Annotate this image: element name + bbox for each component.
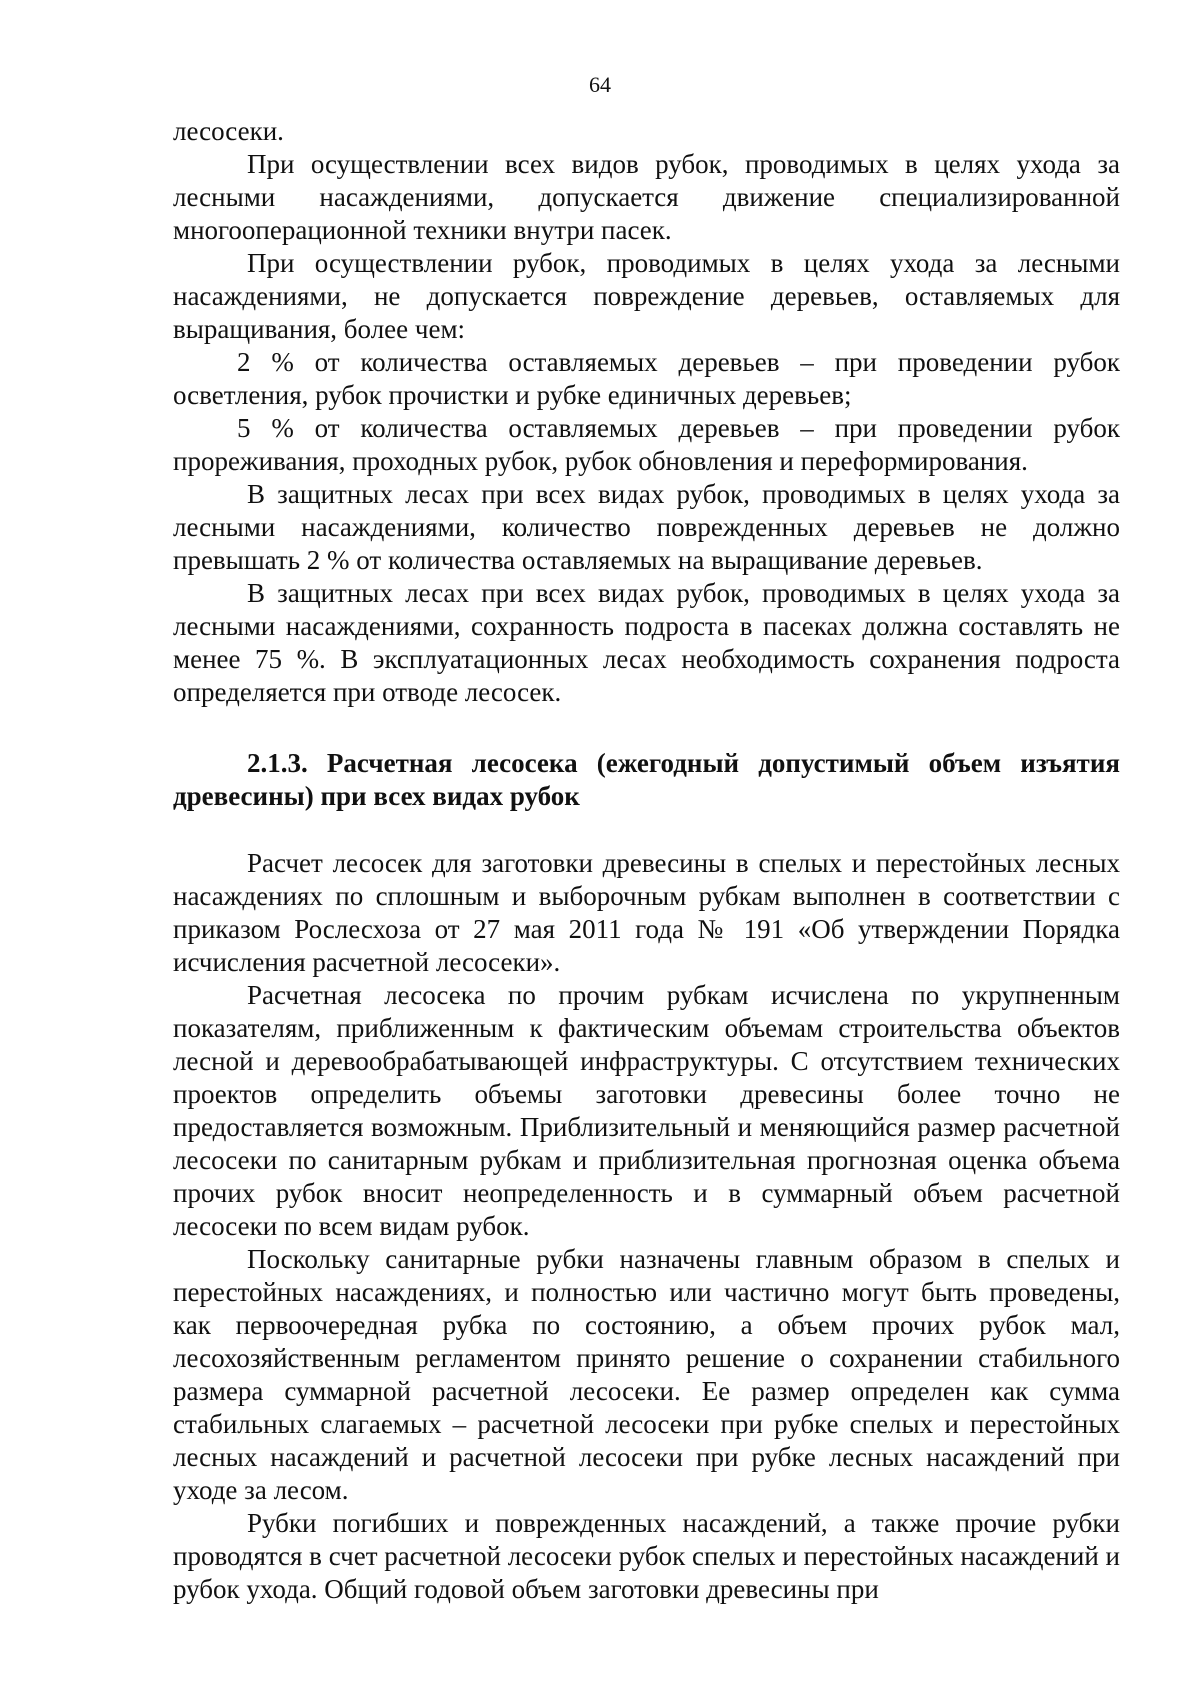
paragraph-calculation-basis: Расчет лесосек для заготовки древесины в спелых и перестойных лесных насаждениях по сплошным и выборочным рубкам выполнен в соответствии с приказом Рослесхоза от 27 мая 2011 года № 191 «Об утверждении Порядка исчисления расчетной лесосеки». [173, 848, 1120, 977]
paragraph-damaged-stands: Рубки погибших и поврежденных насаждений, а также прочие рубки проводятся в счет расчетной лесосеки рубок спелых и перестойных насаждений и рубок ухода. Общий годовой объем заготовки древесины при [173, 1508, 1120, 1604]
paragraph-machinery-movement: При осуществлении всех видов рубок, проводимых в целях ухода за лесными насаждениями, допускается движение специализированной многооперационной техники внутри пасек. [173, 149, 1120, 245]
section-heading: 2.1.3. Расчетная лесосека (ежегодный допустимый объем изъятия древесины) при всех видах рубок [173, 748, 1120, 811]
document-body [173, 115, 1120, 1606]
page-number: 64 [589, 72, 611, 97]
paragraph-continuation: лесосеки. [173, 116, 284, 146]
paragraph-protective-forests-damage: В защитных лесах при всех видах рубок, проводимых в целях ухода за лесными насаждениями, количество поврежденных деревьев не должно превышать 2 % от количества оставляемых на выращивание деревьев. [173, 479, 1120, 575]
list-item-2-percent: 2 % от количества оставляемых деревьев – при проведении рубок осветления, рубок прочистки и рубке единичных деревьев; [173, 347, 1120, 410]
list-item-5-percent: 5 % от количества оставляемых деревьев – при проведении рубок прореживания, проходных рубок, рубок обновления и переформирования. [173, 413, 1120, 476]
paragraph-damage-limits: При осуществлении рубок, проводимых в целях ухода за лесными насаждениями, не допускается повреждение деревьев, оставляемых для выращивания, более чем: [173, 248, 1120, 344]
paragraph-sanitary-cuttings: Поскольку санитарные рубки назначены главным образом в спелых и перестойных насаждениях, и полностью или частично могут быть проведены, как первоочередная рубка по состоянию, а объем прочих рубок мал, лесохозяйственным регламентом принято решение о сохранении стабильного размера суммарной расчетной лесосеки. Ее размер определен как сумма стабильных слагаемых – расчетной лесосеки при рубке спелых и перестойных лесных насаждений и расчетной лесосеки при рубке лесных насаждений при уходе за лесом. [173, 1244, 1120, 1505]
paragraph-undergrowth-preservation: В защитных лесах при всех видах рубок, проводимых в целях ухода за лесными насаждениями, сохранность подроста в пасеках должна составлять не менее 75 %. В эксплуатационных лесах необходимость сохранения подроста определяется при отводе лесосек. [173, 578, 1120, 707]
paragraph-other-cuttings: Расчетная лесосека по прочим рубкам исчислена по укрупненным показателям, приближенным к фактическим объемам строительства объектов лесной и деревообрабатывающей инфраструктуры. С отсутствием технических проектов определить объемы заготовки древесины более точно не предоставляется возможным. Приблизительный и меняющийся размер расчетной лесосеки по санитарным рубкам и приблизительная прогнозная оценка объема прочих рубок вносит неопределенность и в суммарный объем расчетной лесосеки по всем видам рубок. [173, 980, 1120, 1241]
